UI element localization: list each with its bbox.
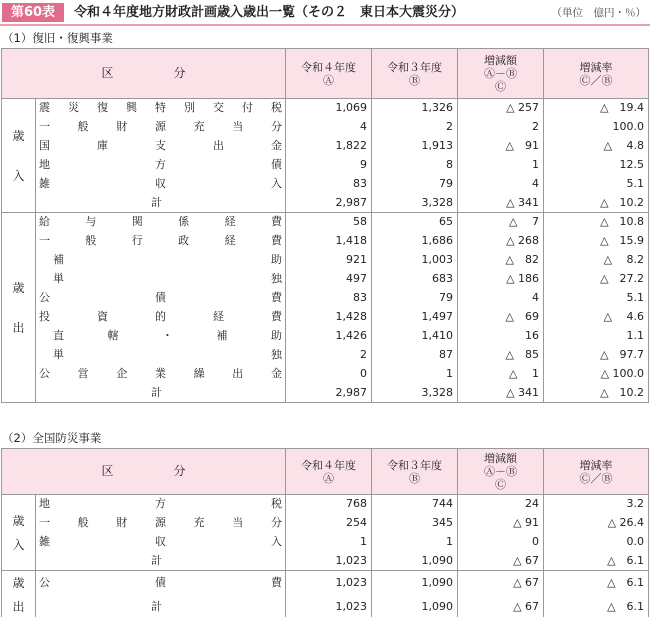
value-r3: 683	[372, 270, 458, 289]
group-label-char: 出	[12, 600, 25, 614]
section2-table	[1, 448, 649, 617]
value-r4: 254	[286, 514, 372, 533]
label-char: 地	[39, 497, 50, 511]
row-label	[36, 365, 286, 384]
value-rate: 5.1	[544, 289, 649, 308]
label-char: 債	[155, 291, 166, 304]
col-header-r3-line: 令和３年度	[387, 458, 443, 472]
label-char: 繰	[193, 367, 205, 380]
value-diff: △ 341	[458, 194, 544, 213]
table-row	[2, 118, 649, 137]
label-char: 政	[178, 234, 190, 247]
value-r4: 1,822	[286, 137, 372, 156]
value-r4: 1,023	[286, 552, 372, 571]
col-header-diff-line: Ⓐ－Ⓑ	[484, 465, 518, 478]
group-label-char: 歳	[12, 280, 25, 295]
col-header-r3-line: 令和３年度	[387, 60, 443, 74]
value-r3: 3,328	[372, 384, 458, 403]
value-rate: △ 4.8	[544, 137, 649, 156]
table-row	[2, 365, 649, 384]
col-header-r4-line: Ⓐ	[323, 471, 335, 485]
label-char: 財	[116, 516, 128, 529]
header-row	[2, 449, 649, 495]
col-header-rate-line: 増減率	[579, 60, 613, 74]
row-label-text	[39, 552, 282, 570]
value-r4: 2,987	[286, 384, 372, 403]
value-diff: 4	[458, 175, 544, 194]
table-row	[2, 346, 649, 365]
label-char: 源	[154, 120, 166, 133]
label-char: 別	[184, 101, 195, 115]
value-r4: 83	[286, 289, 372, 308]
row-label	[36, 514, 286, 533]
label-char: 企	[116, 367, 128, 380]
table-row	[2, 99, 649, 118]
value-rate: △ 6.1	[544, 571, 649, 596]
label-char: 係	[178, 215, 190, 229]
table-row	[2, 156, 649, 175]
table-row	[2, 194, 649, 213]
label-char: 出	[213, 139, 224, 152]
group-label-char: 歳	[12, 576, 25, 590]
value-r4: 1,418	[286, 232, 372, 251]
row-label	[36, 213, 286, 232]
value-diff: △ 69	[458, 308, 544, 327]
table-row	[2, 384, 649, 403]
label-char: 公	[39, 291, 50, 304]
value-r4: 83	[286, 175, 372, 194]
label-char: 般	[77, 516, 89, 529]
label-char: 庫	[97, 139, 108, 152]
col-header-rate-line: Ⓒ／Ⓑ	[579, 471, 613, 485]
col-header-rate-line: 増減率	[579, 458, 613, 472]
value-r3: 87	[372, 346, 458, 365]
label-char: 雑	[39, 177, 50, 190]
label-char: 充	[193, 120, 205, 133]
label-char: 分	[270, 120, 282, 133]
label-char: 補	[53, 253, 64, 266]
value-r3: 1,686	[372, 232, 458, 251]
value-rate: △ 97.7	[544, 346, 649, 365]
row-label	[36, 289, 286, 308]
table-row	[2, 251, 649, 270]
col-header-diff-line: Ⓐ－Ⓑ	[484, 67, 518, 80]
label-char: 投	[39, 310, 50, 323]
value-r3: 8	[372, 156, 458, 175]
label-char: 的	[155, 310, 166, 323]
section1-title: （1）復旧・復興事業	[2, 31, 113, 45]
value-diff: △ 67	[458, 571, 544, 596]
col-header-diff-line: Ⓒ	[495, 478, 507, 491]
table-row	[2, 270, 649, 289]
row-label-text	[39, 99, 282, 117]
expenditure-group-label	[2, 213, 36, 403]
label-char: 費	[270, 234, 282, 247]
label-char: 入	[271, 535, 282, 548]
row-label	[36, 194, 286, 213]
row-label	[36, 232, 286, 251]
table-row	[2, 232, 649, 251]
row-label	[36, 595, 286, 617]
header-row	[2, 49, 649, 99]
col-header-r3	[372, 49, 458, 99]
value-rate: △ 6.1	[544, 595, 649, 617]
value-rate: △ 100.0	[544, 365, 649, 384]
value-r3: 1,326	[372, 99, 458, 118]
value-diff: 1	[458, 156, 544, 175]
row-label-text	[39, 365, 282, 383]
label-char: 与	[85, 215, 97, 229]
group-label-char: 歳	[12, 128, 25, 143]
table-row	[2, 552, 649, 571]
col-header-r3-line: Ⓑ	[409, 73, 421, 87]
label-char: 金	[270, 367, 282, 380]
table-row	[2, 495, 649, 514]
table-row	[2, 327, 649, 346]
row-label	[36, 327, 286, 346]
value-diff: 24	[458, 495, 544, 514]
label-char: 一	[39, 234, 50, 247]
value-diff: △ 7	[458, 213, 544, 232]
label-char: 雑	[39, 535, 50, 548]
value-r3: 1,003	[372, 251, 458, 270]
value-r4: 768	[286, 495, 372, 514]
label-char: 復	[97, 101, 108, 115]
row-label	[36, 137, 286, 156]
row-label	[36, 346, 286, 365]
label-char: 計	[151, 600, 163, 613]
label-char: 財	[116, 120, 128, 133]
label-char: 単	[53, 348, 64, 361]
row-label-text	[39, 346, 282, 364]
row-label-text	[39, 175, 282, 193]
label-char: ・	[162, 329, 173, 342]
value-rate: △ 10.2	[544, 384, 649, 403]
label-char: 震	[39, 101, 50, 115]
label-char: 債	[155, 576, 166, 589]
label-char: 収	[155, 535, 166, 548]
label-char: 補	[216, 329, 228, 342]
label-char: 轄	[107, 329, 119, 342]
label-char: 直	[53, 329, 64, 342]
label-char: 分	[270, 516, 282, 529]
value-rate: △ 27.2	[544, 270, 649, 289]
label-char: 金	[271, 139, 282, 152]
value-r3: 1,913	[372, 137, 458, 156]
value-rate: 1.1	[544, 327, 649, 346]
col-header-diff-line: 増減額	[484, 452, 518, 465]
revenue-group-label	[2, 99, 36, 213]
label-char: 計	[151, 195, 163, 209]
value-rate: △ 10.2	[544, 194, 649, 213]
label-char: 独	[271, 348, 283, 361]
label-char: 充	[193, 516, 205, 529]
value-rate: △ 26.4	[544, 514, 649, 533]
row-label-text	[39, 137, 282, 155]
row-label	[36, 175, 286, 194]
value-r4: 9	[286, 156, 372, 175]
value-rate: △ 15.9	[544, 232, 649, 251]
label-char: 一	[39, 120, 50, 133]
section2-title: （2）全国防災事業	[2, 431, 102, 445]
col-header-rate	[544, 449, 649, 495]
title-bar	[0, 0, 650, 26]
col-header-r4	[286, 449, 372, 495]
col-header-rate-line: Ⓒ／Ⓑ	[579, 73, 613, 87]
label-char: 方	[155, 158, 166, 171]
label-char: 費	[271, 310, 282, 323]
label-char: 税	[271, 101, 282, 115]
table-row	[2, 571, 649, 596]
value-r3: 79	[372, 175, 458, 194]
label-char: 助	[271, 253, 283, 266]
row-label-text	[39, 213, 282, 231]
value-rate: △ 8.2	[544, 251, 649, 270]
label-char: 方	[155, 497, 166, 511]
label-char: 助	[271, 329, 282, 342]
row-label-text	[39, 251, 282, 269]
value-diff: △ 91	[458, 514, 544, 533]
label-char: 独	[271, 272, 283, 285]
expenditure-group-label	[2, 571, 36, 617]
value-r4: 58	[286, 213, 372, 232]
unit-note: （単位 億円・％）	[551, 7, 646, 19]
row-label-text	[39, 495, 282, 513]
col-header-r4-line: 令和４年度	[301, 458, 357, 472]
value-r4: 1,023	[286, 571, 372, 596]
label-char: 支	[155, 139, 166, 152]
table-number-badge: 第60表	[2, 3, 64, 22]
label-char: 源	[154, 516, 166, 529]
col-header-diff	[458, 49, 544, 99]
value-diff: △ 82	[458, 251, 544, 270]
value-diff: △ 257	[458, 99, 544, 118]
row-label-text	[39, 308, 282, 326]
value-r3: 1,090	[372, 571, 458, 596]
label-char: 付	[242, 101, 253, 115]
value-r4: 1	[286, 533, 372, 552]
value-r4: 2	[286, 346, 372, 365]
value-rate: △ 19.4	[544, 99, 649, 118]
label-char: 当	[232, 516, 244, 529]
group-label-char: 歳	[12, 513, 25, 528]
label-char: 般	[85, 234, 97, 247]
page-title: 令和４年度地方財政計画歳入歳出一覧（その２ 東日本大震災分）	[74, 5, 465, 20]
group-label-char: 入	[12, 168, 25, 183]
value-r4: 2,987	[286, 194, 372, 213]
row-label-text	[39, 533, 282, 551]
row-label	[36, 156, 286, 175]
section1-table	[1, 48, 649, 403]
label-char: 業	[154, 367, 166, 380]
label-char: 計	[151, 553, 163, 567]
row-label-text	[39, 118, 282, 136]
row-label-text	[39, 232, 282, 250]
value-rate: 3.2	[544, 495, 649, 514]
row-label-text	[39, 327, 282, 345]
table-row	[2, 533, 649, 552]
value-r4: 1,069	[286, 99, 372, 118]
value-rate: △ 6.1	[544, 552, 649, 571]
value-diff: △ 85	[458, 346, 544, 365]
label-char: 興	[126, 101, 137, 115]
row-label	[36, 251, 286, 270]
value-r3: 2	[372, 118, 458, 137]
value-r3: 79	[372, 289, 458, 308]
label-char: 税	[271, 497, 282, 511]
row-label	[36, 118, 286, 137]
label-char: 公	[39, 576, 50, 589]
label-char: 債	[271, 158, 282, 171]
col-header-r4	[286, 49, 372, 99]
value-diff: △ 341	[458, 384, 544, 403]
label-char: 出	[232, 367, 244, 380]
label-char: 行	[131, 234, 143, 247]
label-char: 特	[155, 101, 166, 115]
label-char: 地	[39, 158, 50, 171]
value-rate: △ 10.8	[544, 213, 649, 232]
value-r4: 1,426	[286, 327, 372, 346]
row-label-text	[39, 156, 282, 174]
value-r4: 1,428	[286, 308, 372, 327]
value-rate: 12.5	[544, 156, 649, 175]
label-char: 費	[270, 215, 282, 229]
row-label	[36, 495, 286, 514]
value-r3: 1,090	[372, 552, 458, 571]
col-header-r4-line: 令和４年度	[301, 60, 357, 74]
value-r3: 1,497	[372, 308, 458, 327]
label-char: 費	[271, 291, 282, 304]
value-rate: 5.1	[544, 175, 649, 194]
col-header-r3	[372, 449, 458, 495]
label-char: 資	[97, 310, 108, 323]
col-header-r4-line: Ⓐ	[323, 73, 335, 87]
row-label	[36, 99, 286, 118]
value-r3: 345	[372, 514, 458, 533]
col-header-kubun: 区 分	[2, 449, 286, 495]
label-char: 関	[131, 215, 143, 229]
value-r4: 4	[286, 118, 372, 137]
label-char: 給	[39, 215, 50, 229]
table-row	[2, 213, 649, 232]
value-diff: △ 186	[458, 270, 544, 289]
group-label-char: 入	[12, 537, 25, 552]
label-char: 公	[39, 367, 50, 380]
value-r3: 65	[372, 213, 458, 232]
label-char: 営	[77, 367, 89, 380]
value-diff: 2	[458, 118, 544, 137]
table-row	[2, 308, 649, 327]
table-row	[2, 595, 649, 617]
col-header-diff-line: 増減額	[484, 54, 518, 67]
col-header-diff-line: Ⓒ	[495, 80, 507, 93]
label-char: 費	[271, 576, 282, 589]
row-label-text	[39, 194, 282, 212]
value-diff: 0	[458, 533, 544, 552]
table-row	[2, 137, 649, 156]
value-r3: 744	[372, 495, 458, 514]
row-label-text	[39, 270, 282, 288]
label-char: 般	[77, 120, 89, 133]
label-char: 単	[53, 272, 64, 285]
col-header-diff	[458, 449, 544, 495]
row-label	[36, 270, 286, 289]
value-diff: △ 1	[458, 365, 544, 384]
label-char: 国	[39, 139, 50, 152]
row-label-text	[39, 514, 282, 532]
value-r4: 0	[286, 365, 372, 384]
value-r3: 1	[372, 533, 458, 552]
value-r4: 1,023	[286, 595, 372, 617]
value-diff: △ 268	[458, 232, 544, 251]
col-header-rate	[544, 49, 649, 99]
value-r3: 1,410	[372, 327, 458, 346]
row-label	[36, 533, 286, 552]
value-r3: 1	[372, 365, 458, 384]
col-header-kubun: 区 分	[2, 49, 286, 99]
value-r4: 497	[286, 270, 372, 289]
table-row	[2, 175, 649, 194]
label-char: 収	[155, 177, 166, 190]
label-char: 経	[213, 310, 224, 323]
value-rate: 100.0	[544, 118, 649, 137]
value-r3: 3,328	[372, 194, 458, 213]
label-char: 一	[39, 516, 50, 529]
label-char: 入	[271, 177, 282, 190]
label-char: 計	[151, 385, 163, 399]
value-r4: 921	[286, 251, 372, 270]
value-rate: △ 4.6	[544, 308, 649, 327]
row-label-text	[39, 289, 282, 307]
row-label-text	[39, 384, 282, 402]
table-row	[2, 514, 649, 533]
row-label-text	[39, 574, 282, 592]
table-row	[2, 289, 649, 308]
value-diff: 4	[458, 289, 544, 308]
value-diff: 16	[458, 327, 544, 346]
row-label	[36, 308, 286, 327]
col-header-r3-line: Ⓑ	[409, 471, 421, 485]
value-r3: 1,090	[372, 595, 458, 617]
row-label	[36, 571, 286, 596]
row-label	[36, 552, 286, 571]
label-char: 災	[68, 101, 79, 115]
label-char: 当	[232, 120, 244, 133]
revenue-group-label	[2, 495, 36, 571]
value-diff: △ 67	[458, 552, 544, 571]
value-diff: △ 91	[458, 137, 544, 156]
value-rate: 0.0	[544, 533, 649, 552]
label-char: 経	[224, 215, 236, 229]
group-label-char: 出	[12, 320, 25, 335]
value-diff: △ 67	[458, 595, 544, 617]
row-label-text	[39, 598, 282, 616]
row-label	[36, 384, 286, 403]
label-char: 交	[213, 101, 224, 115]
label-char: 経	[224, 234, 236, 247]
